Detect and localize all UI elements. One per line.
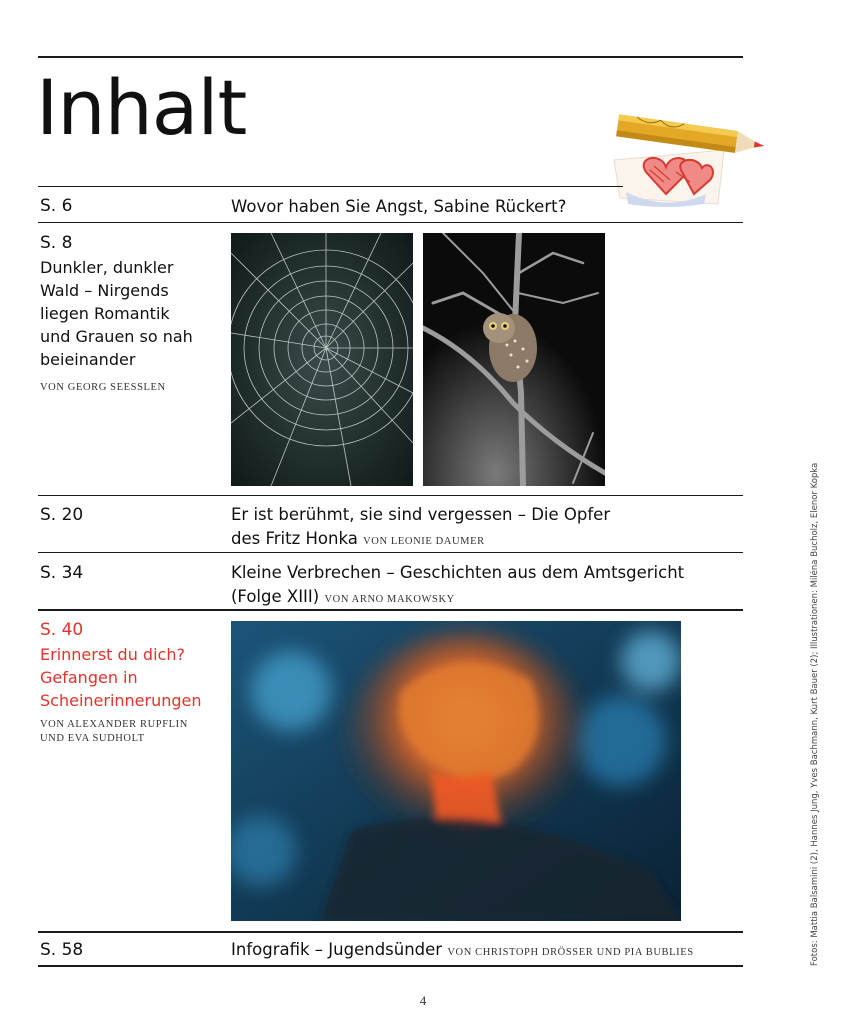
headline-s34: Kleine Verbrechen – Geschichten aus dem Amtsgericht (Folge XIII) VON ARNO MAKOWSKY (231, 563, 685, 606)
divider-rule (38, 609, 743, 611)
byline-s58: VON CHRISTOPH DRÖSSER UND PIA BUBLIES (447, 947, 694, 958)
bottom-rule (38, 965, 743, 967)
page-ref-34: S. 34 (40, 563, 84, 583)
page-number: 4 (419, 993, 427, 1008)
headline-s6: Wovor haben Sie Angst, Sabine Rückert? (231, 197, 567, 216)
page-ref-58: S. 58 (40, 940, 84, 960)
page-ref-8: S. 8 (40, 233, 73, 253)
divider-rule (38, 495, 743, 496)
page-ref-20: S. 20 (40, 505, 84, 525)
divider-rule (38, 222, 743, 223)
photo-credits: Fotos: Mattia Balsamini (2), Hannes Jung, Yves Bachmann, Kurt Bauer (2); Illustrationen: Miléna Bucholz, Elenor Kopka (810, 462, 820, 966)
page-title: Inhalt (36, 63, 247, 152)
headline-s20: Er ist berühmt, sie sind vergessen – Die Opfer des Fritz Honka VON LEONIE DAUMER (231, 505, 611, 548)
page-ref-40: S. 40 (40, 620, 84, 640)
blurred-portrait-photo (231, 621, 681, 921)
headline-s8: Dunkler, dunkler Wald – Nirgends liegen Romantik und Grauen so nah beieinander (40, 258, 193, 369)
headline-s58: Infografik – Jugendsünder VON CHRISTOPH DRÖSSER UND PIA BUBLIES (231, 940, 694, 959)
byline-s34: VON ARNO MAKOWSKY (324, 594, 455, 605)
byline-s20: VON LEONIE DAUMER (363, 536, 485, 547)
byline-s8: VON GEORG SEESSLEN (40, 382, 166, 393)
headline-s40: Erinnerst du dich? Gefangen in Scheinerinnerungen (40, 645, 202, 710)
divider-rule (38, 931, 743, 933)
pencil-heart-illustration (606, 112, 776, 212)
top-rule (38, 56, 743, 58)
page-ref-6: S. 6 (40, 196, 73, 216)
divider-rule (38, 552, 743, 553)
divider-rule (38, 186, 623, 187)
spider-web-photo (231, 233, 413, 486)
byline-s40: VON ALEXANDER RUPFLIN UND EVA SUDHOLT (40, 719, 188, 744)
owl-photo (423, 233, 605, 486)
